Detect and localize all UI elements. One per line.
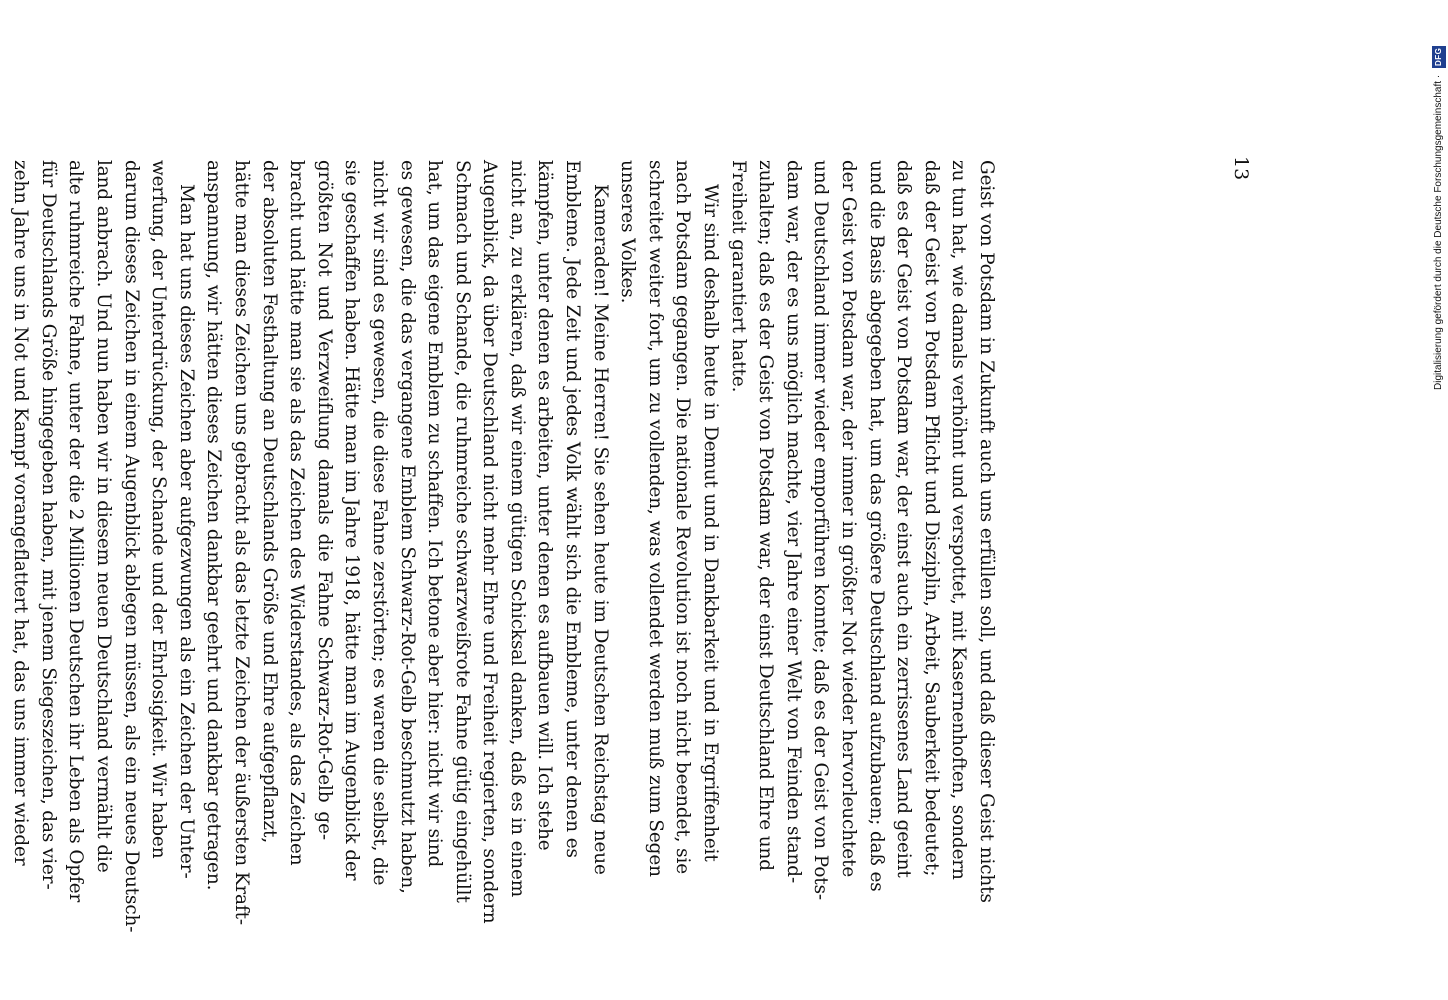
text-line: der Geist von Potsdam war, der immer in größter Not wieder hervorleuchtete bbox=[838, 160, 860, 878]
text-line: werfung, der Unterdrückung, der Schande und der Ehrlosigkeit. Wir haben bbox=[148, 160, 170, 859]
text-line: Freiheit garantiert hatte. bbox=[727, 160, 749, 393]
text-line: Man hat uns dieses Zeichen aber aufgezwungen als ein Zeichen der Unter- bbox=[175, 184, 197, 879]
text-line: sie geschaffen haben. Hätte man im Jahre 1918, hätte man im Augenblick der bbox=[341, 160, 363, 881]
text-line: land anbrach. Und nun haben wir in diesem neuen Deutschland vermählt die bbox=[93, 160, 114, 873]
text-line: zehn Jahre uns in Not und Kampf vorangeflattert hat, das uns immer wieder bbox=[10, 160, 32, 866]
text-line: nicht wir sind es gewesen, die diese Fahne zerstörten; es waren die selbst, die bbox=[368, 160, 390, 886]
text-line: darum dieses Zeichen in einem Augenblick ablegen müssen, als ein neues Deutsch- bbox=[120, 160, 142, 933]
paragraph bbox=[200, 160, 614, 925]
text-line: schreitet weiter fort, um zu vollenden, was vollendet werden muß zum Segen bbox=[644, 160, 666, 877]
text-line: dam war, der es uns möglich machte, vier Jahre einer Welt von Feinden stand- bbox=[782, 160, 804, 884]
page-number: 13 bbox=[1230, 156, 1252, 181]
text-line: daß der Geist von Potsdam Pflicht und Disziplin, Arbeit, Sauberkeit bedeutet; bbox=[920, 160, 942, 877]
digitization-credit bbox=[1418, 10, 1444, 390]
text-line: größten Not und Verzweiflung damals die Fahne Schwarz-Rot-Gelb ge- bbox=[313, 160, 335, 840]
paragraph bbox=[7, 160, 200, 933]
text-line: es gewesen, die das vergangene Emblem Schwarz-Rot-Gelb beschmutzt haben, bbox=[396, 160, 418, 894]
text-line: zu tun hat, wie damals verhöhnt und verspottet, mit Kasernenhoften, sondern bbox=[948, 160, 970, 880]
credit-text: Digitalisierung gefördert durch die Deutsche Forschungsgemeinschaft · bbox=[1433, 74, 1444, 390]
text-line: Wir sind deshalb heute in Demut und in Dankbarkeit und in Ergriffenheit bbox=[700, 184, 722, 862]
text-line: Augenblick, da über Deutschland nicht mehr Ehre und Freiheit regierten, sondern bbox=[479, 160, 501, 924]
paragraph bbox=[724, 160, 1000, 903]
text-line: nicht an, zu erklären, daß wir einem gütigen Schicksal danken, daß es in einem bbox=[506, 160, 528, 898]
text-line: nach Potsdam gegangen. Die nationale Revolution ist noch nicht beendet, sie bbox=[672, 160, 694, 875]
text-line: Schmach und Schande, die ruhmreiche schwarzweißrote Fahne gütig eingehüllt bbox=[451, 160, 473, 903]
text-line: anspannung, wir hätten dieses Zeichen dankbar geehrt und dankbar getragen. bbox=[203, 160, 225, 891]
text-line: für Deutschlands Größe hingegeben haben, mit jenem Siegeszeichen, das vier- bbox=[37, 160, 59, 890]
text-line: hätte man dieses Zeichen uns gebracht als das letzte Zeichen der äußersten Kraft- bbox=[230, 160, 252, 925]
text-line: Kameraden! Meine Herren! Sie sehen heute im Deutschen Reichstag neue bbox=[589, 184, 611, 875]
text-line: und die Basis abgegeben hat, um das größere Deutschland aufzubauen; daß es bbox=[865, 160, 887, 892]
text-line: kämpfen, unter denen es arbeiten, unter denen es aufbauen will. Ich stehe bbox=[534, 160, 556, 851]
text-line: hat, um das eigene Emblem zu schaffen. Ich betone aber hier: nicht wir sind bbox=[424, 160, 446, 868]
dfg-logo-badge: DFG bbox=[1432, 46, 1446, 68]
text-line: der absoluten Festhaltung an Deutschlands Größe und Ehre aufgepflanzt, bbox=[258, 160, 280, 844]
text-line: daß es der Geist von Potsdam war, der einst auch ein zerrissenes Land geeint bbox=[893, 160, 915, 878]
text-line: und Deutschland immer wieder emporführen konnte; daß es der Geist von Pots- bbox=[810, 160, 832, 901]
text-line: Geist von Potsdam in Zukunft auch uns erfüllen soll, und daß dieser Geist nichts bbox=[976, 160, 997, 903]
page-body-text bbox=[10, 160, 1000, 933]
text-line: Embleme. Jede Zeit und jedes Volk wählt sich die Embleme, unter denen es bbox=[562, 160, 584, 858]
text-line: bracht und hätte man sie als das Zeichen des Widerstandes, als das Zeichen bbox=[286, 160, 308, 866]
text-line: alte ruhmreiche Fahne, unter der die 2 Millionen Deutschen ihr Leben als Opfer bbox=[65, 160, 87, 903]
text-line: zuhalten; daß es der Geist von Potsdam war, der einst Deutschland Ehre und bbox=[755, 160, 777, 871]
text-line: unseres Volkes. bbox=[617, 160, 639, 304]
paragraph bbox=[614, 160, 724, 877]
